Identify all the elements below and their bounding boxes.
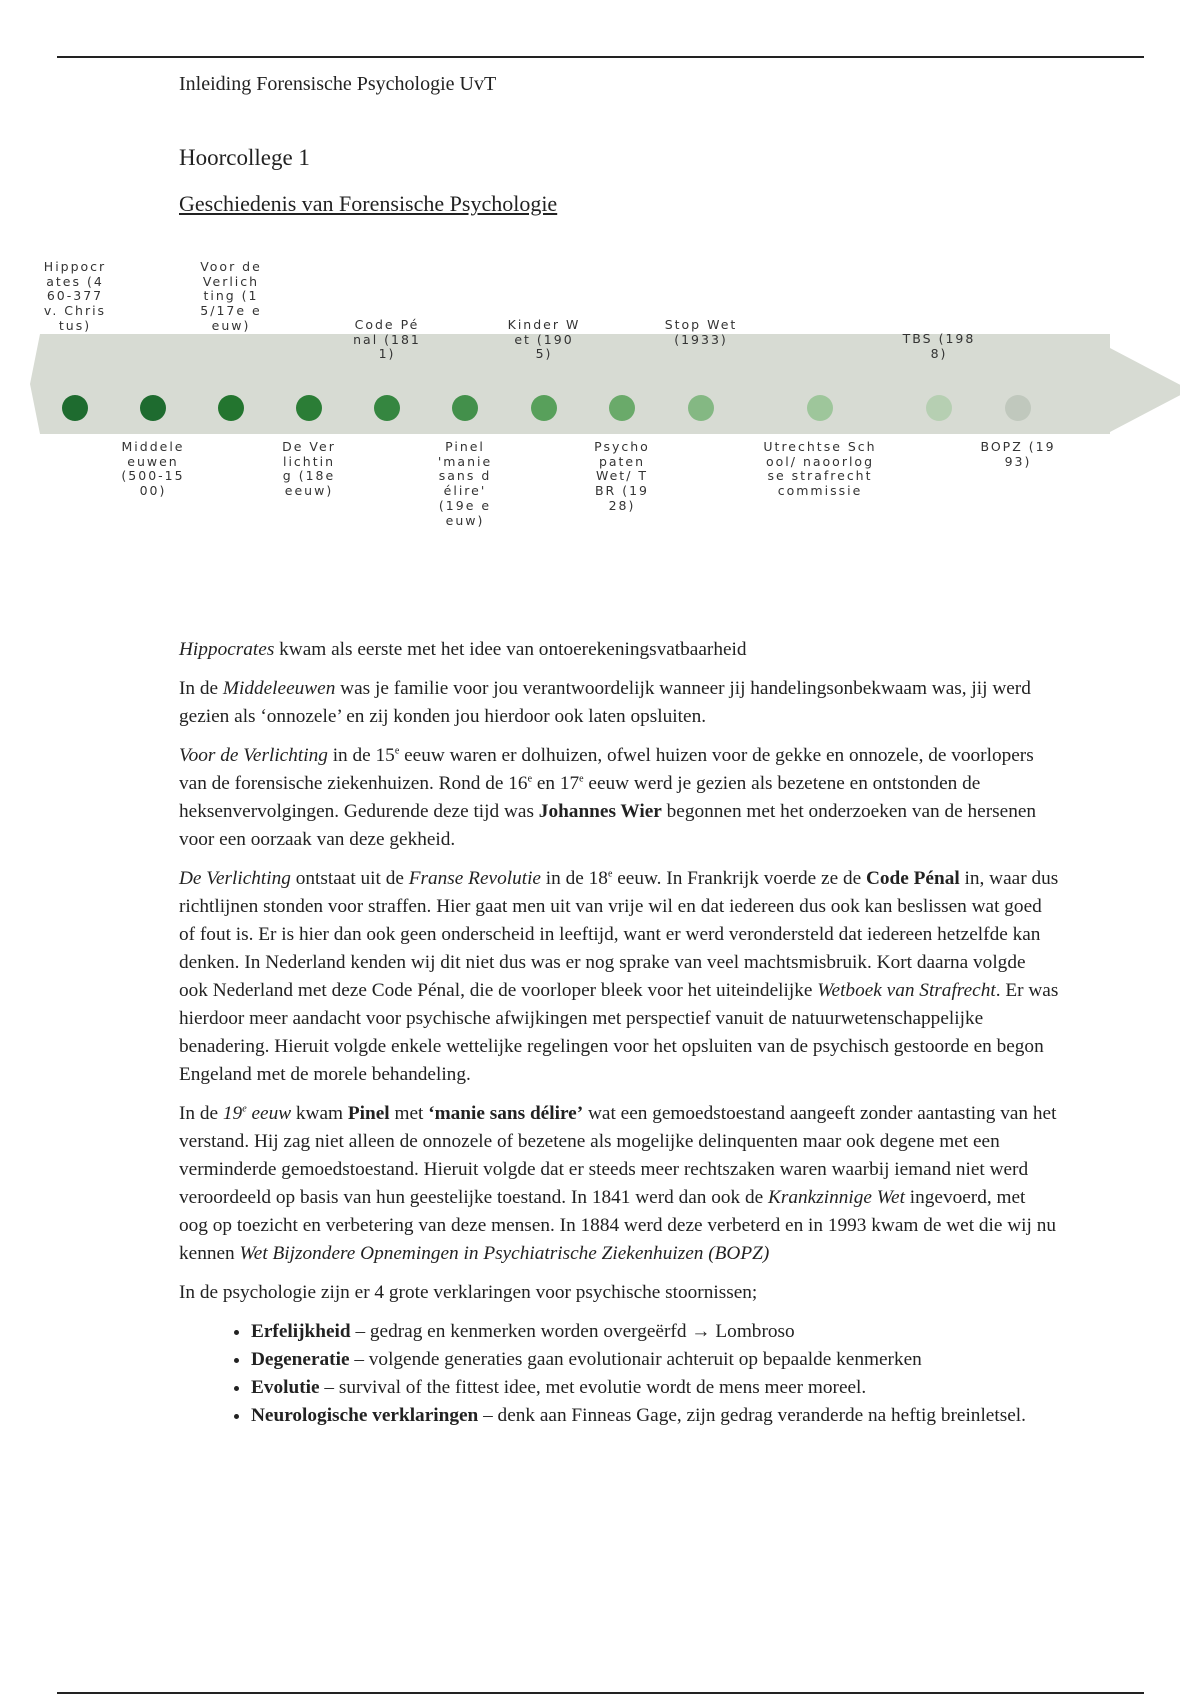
list-term: Erfelijkheid [251, 1321, 351, 1342]
timeline-label-stop-wet: Stop Wet (1933) [664, 317, 738, 347]
timeline-dot [140, 395, 166, 421]
course-title: Inleiding Forensische Psychologie UvT [179, 73, 497, 95]
text-span: eeuw werd je gezien als bezetene en ontstonden de heksenvervolgingen. Gedurende deze tijd was [179, 773, 981, 822]
text-span: en 17 [532, 773, 580, 794]
text-span: in de 18 [540, 868, 608, 889]
term-johannes-wier: Johannes Wier [538, 801, 662, 822]
list-term: Degeneratie [251, 1349, 350, 1370]
text-span: met [389, 1103, 429, 1124]
explanations-list [179, 1318, 1059, 1430]
term-bopz: Wet Bijzondere Opnemingen in Psychiatrische Ziekenhuizen (BOPZ) [239, 1243, 770, 1264]
list-text: – denk aan Finneas Gage, zijn gedrag veranderde na heftig breinletsel. [478, 1405, 1026, 1426]
list-text: – volgende generaties gaan evolutionair achteruit op bepaalde kenmerken [349, 1349, 922, 1370]
text-span: kwam als eerste met het idee van ontoerekeningsvatbaarheid [274, 639, 747, 660]
text-span: in de 15 [327, 745, 395, 766]
timeline-label-utrechtse-school: Utrechtse School/ naoorlogse strafrecht commissie [763, 439, 877, 499]
term-code-penal: Code Pénal [865, 868, 960, 889]
timeline-label-bopz: BOPZ (1993) [980, 439, 1056, 469]
term-pinel: Pinel [347, 1103, 390, 1124]
list-item [251, 1318, 1059, 1346]
bottom-rule [57, 1692, 1144, 1694]
list-term: Neurologische verklaringen [251, 1405, 479, 1426]
paragraph-hippocrates [179, 636, 1059, 664]
list-text: – gedrag en kenmerken worden overgeërfd → Lombroso [350, 1321, 795, 1342]
text-span: wat een gemoedstoestand aangeeft zonder aantasting van het verstand. Hij zag niet alleen de onnozele of bezetene als mogelijke delinquenten maar ook degene met een verminderde gemoedstoestand. Hieruit volgde dat er steeds meer rechtszaken waren waarbij iemand niet werd veroordeeld op basis van hun geestelijke toestand. In 1841 werd dan ook de [179, 1103, 1057, 1208]
superscript: e [394, 745, 400, 757]
timeline-dot [1005, 395, 1031, 421]
paragraph-verklaringen-intro: In de psychologie zijn er 4 grote verklaringen voor psychische stoornissen; [179, 1282, 758, 1303]
text-span: eeuw. In Frankrijk voerde ze de [612, 868, 866, 889]
text-span: eeuw waren er dolhuizen, ofwel huizen voor de gekke en onnozele, de voorlopers van de forensische ziekenhuizen. Rond de 16 [179, 745, 1034, 794]
text-span: ingevoerd, met oog op toezicht en verbetering van deze mensen. In 1884 werd deze verbeterd en in 1993 kwam de wet die wij nu kennen [179, 1187, 1056, 1264]
timeline-dot [609, 395, 635, 421]
paragraph-middeleeuwen [179, 675, 1059, 731]
body-text [179, 636, 1059, 1430]
list-text: – survival of the fittest idee, met evolutie wordt de mens meer moreel. [319, 1377, 867, 1398]
timeline-label-hippocrates: Hippocrates (460-377 v. Christus) [43, 259, 107, 333]
timeline-dot [452, 395, 478, 421]
timeline-dot [531, 395, 557, 421]
timeline-label-voor-de-verlichting: Voor de Verlichting (15/17e eeuw) [200, 259, 262, 333]
timeline-dot [374, 395, 400, 421]
timeline-diagram [30, 240, 1180, 570]
text-span: was je familie voor jou verantwoordelijk wanneer jij handelingsonbekwaam was, jij werd gezien als ‘onnozele’ en zij konden jou hierdoor ook laten opsluiten. [179, 678, 1031, 727]
timeline-label-de-verlichting: De Verlichting (18e eeuw) [282, 439, 336, 499]
term-franse-revolutie: Franse Revolutie [408, 868, 541, 889]
list-item [251, 1374, 1059, 1402]
timeline-label-psychopaten-wet: Psychopaten Wet/ TBR (1928) [594, 439, 650, 513]
term-19e-eeuw [223, 1103, 291, 1124]
term-manie-sans-delire: ‘manie sans délire’ [428, 1103, 584, 1124]
superscript: e [607, 868, 613, 880]
text-span: kwam [291, 1103, 348, 1124]
top-rule [57, 56, 1144, 58]
paragraph-voor-de-verlichting [179, 742, 1059, 854]
term-de-verlichting: De Verlichting [179, 868, 291, 889]
list-term: Evolutie [251, 1377, 320, 1398]
timeline-label-pinel: Pinel 'manie sans délire' (19e eeuw) [437, 439, 493, 528]
page-title: Geschiedenis van Forensische Psychologie [179, 191, 558, 216]
timeline-dot [218, 395, 244, 421]
timeline-label-kinder-wet: Kinder Wet (1905) [507, 317, 581, 362]
term-middeleeuwen: Middeleeuwen [222, 678, 336, 699]
timeline-dot [807, 395, 833, 421]
timeline-dot [688, 395, 714, 421]
list-item [251, 1346, 1059, 1374]
timeline-label-tbs: TBS (1988) [902, 331, 976, 361]
paragraph-19e-eeuw [179, 1100, 1059, 1268]
list-item [251, 1402, 1059, 1430]
superscript: e [579, 773, 584, 785]
term-wetboek-van-strafrecht: Wetboek van Strafrecht [817, 980, 996, 1001]
timeline-label-code-penal: Code Pénal (1811) [353, 317, 421, 362]
timeline-dot [926, 395, 952, 421]
text-span: In de [179, 1103, 223, 1124]
paragraph-verlichting [179, 865, 1059, 1089]
text-span: 19 [222, 1103, 243, 1124]
text-span: in, waar dus richtlijnen stonden voor straffen. Hier gaat men uit van vrije wil en dat iedereen dus ook kan beslissen wat goed of fout is. Er is hier dan ook geen onderscheid in leeftijd, want er werd verondersteld dat iedereen hetzelfde kan denken. In Nederland kenden wij dit niet dus was er nog sprake van veel machtsmisbruik. Kort daarna volgde ook Nederland met deze Code Pénal, die de voorloper bleek voor het uiteindelijke [179, 868, 1059, 1001]
term-voor-de-verlichting: Voor de Verlichting [179, 745, 328, 766]
text-span: begonnen met het onderzoeken van de hersenen voor een oorzaak van deze gekheid. [179, 801, 1037, 850]
text-span: In de [179, 678, 223, 699]
timeline-dot [296, 395, 322, 421]
timeline-dot [62, 395, 88, 421]
text-span: . Er was hierdoor meer aandacht voor psychische afwijkingen met perspectief vanuit de natuurwetenschappelijke benadering. Hieruit volgde enkele wettelijke regelingen voor het opsluiten van de psychisch gestoorde en begon Engeland met de morele behandeling. [179, 980, 1059, 1085]
term-krankzinnige-wet: Krankzinnige Wet [768, 1187, 905, 1208]
text-span: eeuw [246, 1103, 292, 1124]
timeline-label-middeleeuwen: Middeleeuwen (500-1500) [121, 439, 185, 499]
superscript: e [527, 773, 533, 785]
text-span: ontstaat uit de [290, 868, 409, 889]
lecture-title: Hoorcollege 1 [179, 145, 310, 170]
term-hippocrates: Hippocrates [179, 639, 275, 660]
superscript: e [242, 1103, 247, 1115]
